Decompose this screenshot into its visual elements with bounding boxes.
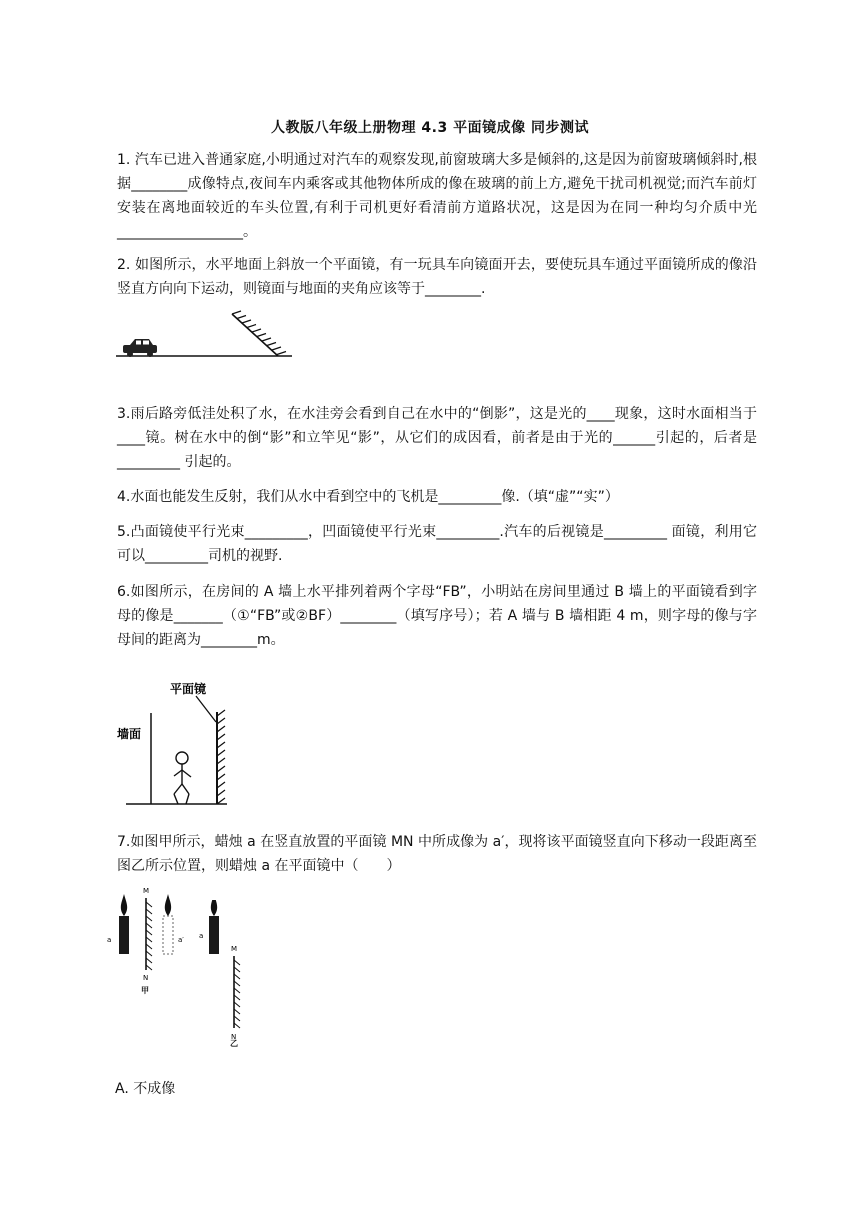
caption-yi: 乙	[230, 1039, 238, 1048]
question-3: 3.雨后路旁低洼处积了水，在水洼旁会看到自己在水中的“倒影”，这是光的____现象，这时水面相当于____镜。树在水中的倒“影”和立竿见“影”，从它们的成因看，前者是由于光的______引起的，后者是 _________ 引起的。	[117, 406, 757, 470]
candle-a	[119, 916, 129, 954]
mirror-hatching-jia	[146, 902, 152, 970]
question-6: 6.如图所示，在房间的 A 墙上水平排列着两个字母“FB”，小明站在房间里通过 B 墙上的平面镜看到字母的像是_______（①“FB”或②BF）________（填写序号）；若 A 墙与 B 墙相距 4 m，则字母的像与字母间的距离为________m。	[117, 584, 757, 648]
toy-car-icon	[123, 339, 157, 357]
mirror-hatching	[232, 311, 286, 355]
label-n: N	[231, 1033, 237, 1041]
person-icon	[174, 752, 191, 804]
wall-label: 墙面	[117, 727, 142, 741]
mirror-pointer	[196, 696, 216, 722]
candle-a	[209, 916, 219, 954]
mirror-label: 平面镜	[170, 682, 207, 696]
label-a: a	[107, 936, 112, 944]
question-1: 1. 汽车已进入普通家庭,小明通过对汽车的观察发现,前窗玻璃大多是倾斜的,这是因为前窗玻璃倾斜时,根据________成像特点,夜间车内乘客或其他物体所成的像在玻璃的前上方,避免干扰司机视觉;而汽车前灯安装在离地面较近的车头位置,有利于司机更好看清前方道路状况，这是因为在同一种均匀介质中光__________________。	[117, 152, 757, 240]
question-5: 5.凸面镜使平行光束_________，凹面镜使平行光束_________.汽车的后视镜是_________ 面镜，利用它可以_________司机的视野.	[117, 524, 757, 564]
inclined-mirror	[232, 314, 278, 356]
figure-car-mirror	[110, 308, 300, 364]
figure-candle-jia	[102, 882, 194, 982]
option-a[interactable]: A. 不成像	[115, 1081, 176, 1097]
figure-room-mirror	[112, 678, 242, 808]
flame-icon	[211, 900, 217, 916]
label-a: a	[199, 932, 204, 940]
label-a-prime: a′	[178, 936, 184, 944]
page-title: 人教版八年级上册物理 4.3 平面镜成像 同步测试	[271, 120, 589, 136]
label-n: N	[143, 974, 149, 982]
question-4: 4.水面也能发生反射，我们从水中看到空中的飞机是_________像.（填“虚”“实”）	[117, 489, 619, 505]
label-m: M	[143, 887, 150, 895]
flame-icon	[121, 894, 127, 916]
question-2: 2. 如图所示，水平地面上斜放一个平面镜，有一玩具车向镜面开去，要使玩具车通过平面镜所成的像沿竖直方向向下运动，则镜面与地面的夹角应该等于________.	[117, 257, 757, 297]
image-flame-icon	[165, 894, 171, 916]
label-m: M	[231, 945, 238, 953]
caption-jia: 甲	[141, 986, 149, 995]
mirror-hatching-yi	[234, 960, 240, 1028]
question-7: 7.如图甲所示，蜡烛 a 在竖直放置的平面镜 MN 中所成像为 a′，现将该平面镜竖直向下移动一段距离至图乙所示位置，则蜡烛 a 在平面镜中（ ）	[117, 834, 757, 874]
figure-candle-yi	[196, 900, 256, 1050]
candle-image-a-prime	[163, 916, 173, 954]
wall-hatching	[217, 710, 225, 804]
